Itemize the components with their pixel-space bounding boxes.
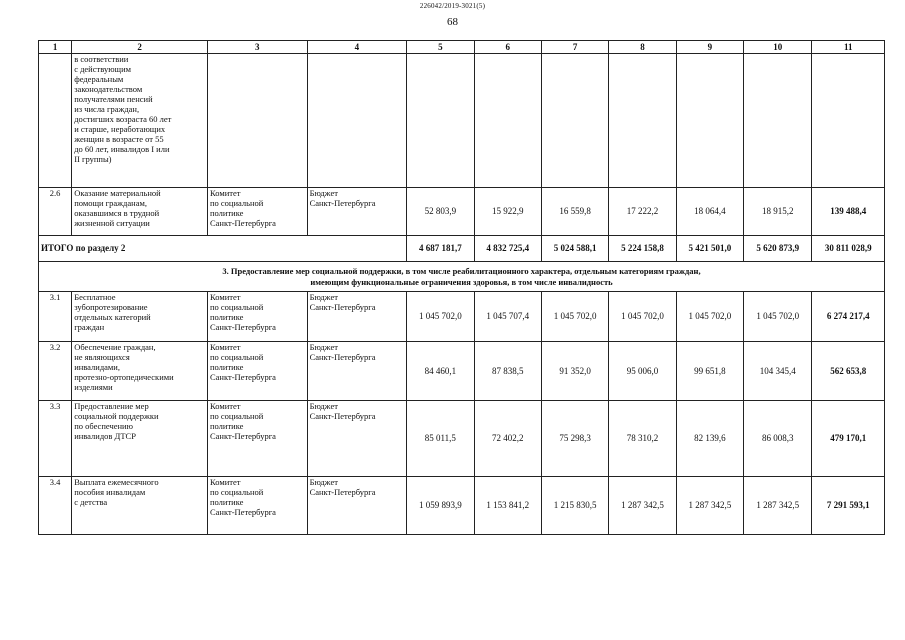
budget-table bbox=[38, 40, 885, 535]
value-cell: 1 059 893,9 bbox=[407, 477, 474, 535]
row-description: Бесплатное зубопротезирование отдельных категорий граждан bbox=[72, 292, 208, 342]
value-cell: 4 832 725,4 bbox=[474, 236, 541, 262]
value-cell: 87 838,5 bbox=[474, 342, 541, 401]
row-total: 6 274 217,4 bbox=[812, 292, 885, 342]
table-row bbox=[39, 477, 885, 535]
value-cell: 1 045 702,0 bbox=[676, 292, 743, 342]
value-cell: 1 045 702,0 bbox=[744, 292, 812, 342]
value-cell: 4 687 181,7 bbox=[407, 236, 474, 262]
value-cell: 104 345,4 bbox=[744, 342, 812, 401]
row-executor: Комитет по социальной политике Санкт-Петербурга bbox=[207, 188, 307, 236]
row-executor: Комитет по социальной политике Санкт-Петербурга bbox=[207, 477, 307, 535]
row-funding-source: Бюджет Санкт-Петербурга bbox=[307, 188, 407, 236]
value-cell: 1 287 342,5 bbox=[676, 477, 743, 535]
table-row bbox=[39, 188, 885, 236]
document-code: 226042/2019-3021(5) bbox=[419, 2, 486, 10]
value-cell: 16 559,8 bbox=[541, 188, 608, 236]
value-cell: 82 139,6 bbox=[676, 401, 743, 477]
row-index: 3.1 bbox=[39, 292, 72, 342]
value-cell: 5 421 501,0 bbox=[676, 236, 743, 262]
row-executor: Комитет по социальной политике Санкт-Петербурга bbox=[207, 342, 307, 401]
column-number: 9 bbox=[676, 41, 743, 54]
row-funding-source: Бюджет Санкт-Петербурга bbox=[307, 292, 407, 342]
column-number: 1 bbox=[39, 41, 72, 54]
table-row bbox=[39, 342, 885, 401]
column-number: 3 bbox=[207, 41, 307, 54]
table-row bbox=[39, 401, 885, 477]
value-cell: 86 008,3 bbox=[744, 401, 812, 477]
column-number: 11 bbox=[812, 41, 885, 54]
value-cell: 1 215 830,5 bbox=[541, 477, 608, 535]
value-cell: 85 011,5 bbox=[407, 401, 474, 477]
value-cell: 18 915,2 bbox=[744, 188, 812, 236]
value-cell: 5 620 873,9 bbox=[744, 236, 812, 262]
value-cell: 1 153 841,2 bbox=[474, 477, 541, 535]
column-number: 8 bbox=[609, 41, 676, 54]
table-row bbox=[39, 292, 885, 342]
value-cell: 84 460,1 bbox=[407, 342, 474, 401]
value-cell: 72 402,2 bbox=[474, 401, 541, 477]
row-executor: Комитет по социальной политике Санкт-Петербурга bbox=[207, 401, 307, 477]
row-description: Предоставление мер социальной поддержки по обеспечению инвалидов ДТСР bbox=[72, 401, 208, 477]
row-index: 3.3 bbox=[39, 401, 72, 477]
value-cell: 52 803,9 bbox=[407, 188, 474, 236]
section-title: 3. Предоставление мер социальной поддержки, в том числе реабилитационного характера, отдельным категориям граждан, имеющим функциональные ограничения здоровья, в том числе инвалидность bbox=[39, 262, 885, 292]
value-cell: 99 651,8 bbox=[676, 342, 743, 401]
row-description: в соответствии с действующим федеральным законодательством получателями пенсий из числа граждан, достигших возраста 60 лет и старше, неработающих женщин в возрасте от 55 до 60 лет, инвалидов I или II группы) bbox=[72, 54, 208, 188]
value-cell: 95 006,0 bbox=[609, 342, 676, 401]
page-number: 68 bbox=[447, 16, 458, 28]
section-heading-row bbox=[39, 262, 885, 292]
value-cell: 78 310,2 bbox=[609, 401, 676, 477]
value-cell: 1 045 707,4 bbox=[474, 292, 541, 342]
section-total-row bbox=[39, 236, 885, 262]
row-total: 139 488,4 bbox=[812, 188, 885, 236]
row-executor: Комитет по социальной политике Санкт-Петербурга bbox=[207, 292, 307, 342]
value-cell: 5 224 158,8 bbox=[609, 236, 676, 262]
value-cell: 1 287 342,5 bbox=[609, 477, 676, 535]
row-description: Обеспечение граждан, не являющихся инвалидами, протезно-ортопедическими изделиями bbox=[72, 342, 208, 401]
column-number: 4 bbox=[307, 41, 407, 54]
row-total: 562 653,8 bbox=[812, 342, 885, 401]
row-funding-source: Бюджет Санкт-Петербурга bbox=[307, 342, 407, 401]
value-cell: 75 298,3 bbox=[541, 401, 608, 477]
column-number: 10 bbox=[744, 41, 812, 54]
column-number: 6 bbox=[474, 41, 541, 54]
row-funding-source: Бюджет Санкт-Петербурга bbox=[307, 477, 407, 535]
row-index: 2.6 bbox=[39, 188, 72, 236]
row-description: Оказание материальной помощи гражданам, оказавшимся в трудной жизненной ситуации bbox=[72, 188, 208, 236]
column-number: 7 bbox=[541, 41, 608, 54]
row-funding-source: Бюджет Санкт-Петербурга bbox=[307, 401, 407, 477]
row-total: 479 170,1 bbox=[812, 401, 885, 477]
value-cell: 1 045 702,0 bbox=[541, 292, 608, 342]
value-cell: 18 064,4 bbox=[676, 188, 743, 236]
value-cell: 1 045 702,0 bbox=[609, 292, 676, 342]
row-total: 7 291 593,1 bbox=[812, 477, 885, 535]
row-total: 30 811 028,9 bbox=[812, 236, 885, 262]
table-row bbox=[39, 54, 885, 188]
value-cell: 1 045 702,0 bbox=[407, 292, 474, 342]
column-number: 2 bbox=[72, 41, 208, 54]
value-cell: 5 024 588,1 bbox=[541, 236, 608, 262]
value-cell: 1 287 342,5 bbox=[744, 477, 812, 535]
value-cell: 91 352,0 bbox=[541, 342, 608, 401]
section-total-label: ИТОГО по разделу 2 bbox=[39, 236, 407, 262]
column-number: 5 bbox=[407, 41, 474, 54]
column-number-row bbox=[39, 41, 885, 54]
row-index: 3.2 bbox=[39, 342, 72, 401]
row-index: 3.4 bbox=[39, 477, 72, 535]
row-description: Выплата ежемесячного пособия инвалидам с детства bbox=[72, 477, 208, 535]
value-cell: 17 222,2 bbox=[609, 188, 676, 236]
value-cell: 15 922,9 bbox=[474, 188, 541, 236]
